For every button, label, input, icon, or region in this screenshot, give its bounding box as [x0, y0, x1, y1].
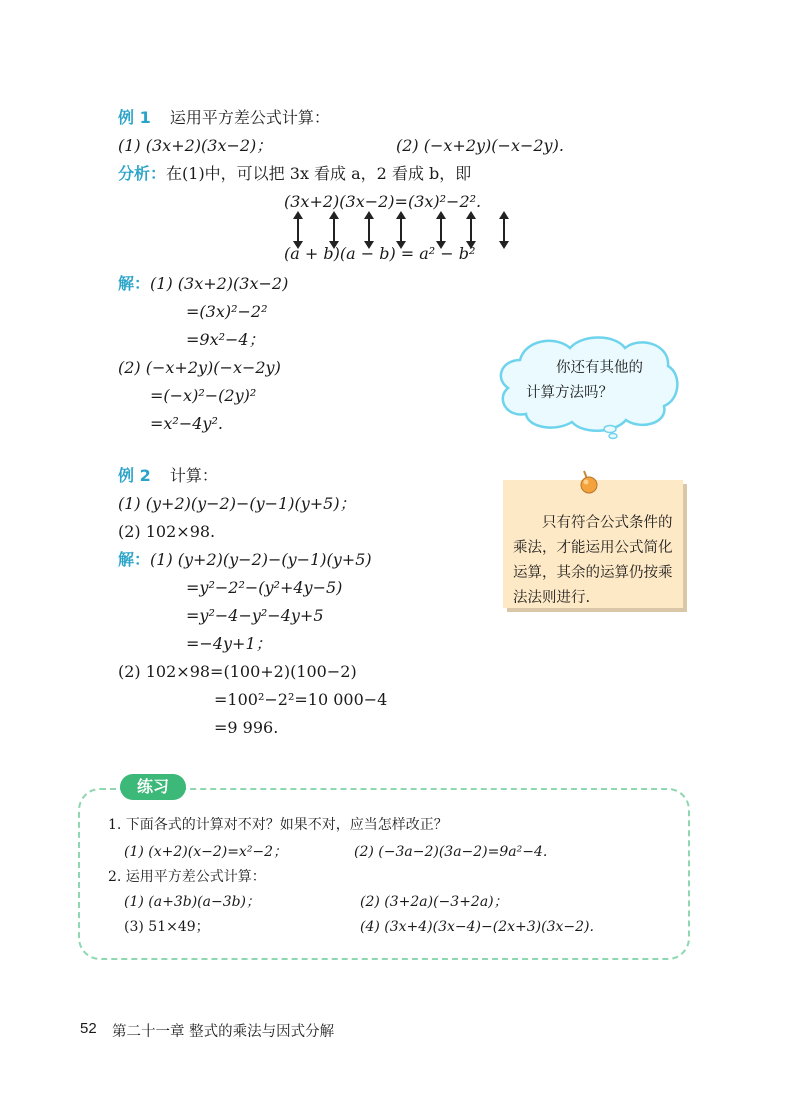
formula-bottom: (a + b)(a − b) = a² − b² — [284, 244, 476, 263]
example1-solution-1 — [118, 274, 288, 294]
solution-label: 解： — [118, 550, 151, 569]
double-arrow-icon — [333, 213, 335, 247]
example1-label: 例 1 — [118, 108, 151, 127]
practice-q2a: (1) (a+3b)(a−3b)； — [124, 894, 261, 910]
cloud-line-2: 计算方法吗？ — [526, 385, 613, 401]
chapter-title: 第二十一章 整式的乘法与因式分解 — [112, 1024, 335, 1040]
example2-title: 计算： — [169, 466, 218, 485]
solution-line: (1) (3x+2)(3x−2) — [150, 274, 289, 293]
example2-label: 例 2 — [118, 466, 151, 485]
double-arrow-icon — [470, 213, 472, 247]
double-arrow-icon — [440, 213, 442, 247]
solution-line: =y²−2²−(y²+4y−5) — [186, 578, 343, 597]
practice-q2: 2. 运用平方差公式计算： — [108, 869, 266, 885]
solution-line: =100²−2²=10 000−4 — [214, 690, 388, 709]
solution-line: =y²−4−y²−4y+5 — [186, 606, 324, 625]
analysis-text: 在(1)中，可以把 3x 看成 a，2 看成 b，即 — [166, 164, 472, 183]
example1-q2: (2) (−x+2y)(−x−2y). — [396, 136, 564, 155]
solution-line: =x²−4y². — [150, 414, 223, 433]
solution-line: =9x²−4； — [186, 330, 265, 349]
tip-note-text: 只有符合公式条件的乘法，才能运用公式简化运算，其余的运算仍按乘法法则进行. — [513, 515, 673, 606]
solution-line: =−4y+1； — [186, 634, 272, 653]
solution-line: (1) (y+2)(y−2)−(y−1)(y+5) — [150, 550, 372, 569]
example1-title: 运用平方差公式计算： — [169, 108, 330, 127]
pushpin-icon — [572, 467, 602, 497]
double-arrow-icon — [400, 213, 402, 247]
formula-top: (3x+2)(3x−2)=(3x)²−2². — [284, 192, 482, 211]
solution-line: (2) 102×98=(100+2)(100−2) — [118, 662, 357, 681]
example1-heading — [118, 108, 330, 128]
double-arrow-icon — [297, 213, 299, 247]
practice-tab: 练习 — [120, 774, 186, 800]
example2-heading — [118, 466, 218, 486]
example1-q1: (1) (3x+2)(3x−2)； — [118, 136, 273, 155]
solution-line: (2) (−x+2y)(−x−2y) — [118, 358, 281, 377]
page-number: 52 — [80, 1020, 97, 1037]
cloud-line-1: 你还有其他的 — [556, 360, 643, 376]
example1-analysis — [118, 164, 471, 184]
example2-q2: (2) 102×98. — [118, 522, 216, 541]
practice-q2c: (3) 51×49； — [124, 919, 210, 935]
practice-q1a: (1) (x+2)(x−2)=x²−2； — [124, 844, 288, 860]
example2-solution-1 — [118, 550, 372, 570]
double-arrow-icon — [503, 213, 505, 247]
example2-q1: (1) (y+2)(y−2)−(y−1)(y+5)； — [118, 494, 356, 513]
double-arrow-icon — [368, 213, 370, 247]
practice-q1: 1. 下面各式的计算对不对？如果不对，应当怎样改正？ — [108, 817, 448, 833]
practice-q1b: (2) (−3a−2)(3a−2)=9a²−4. — [354, 844, 548, 860]
practice-q2d: (4) (3x+4)(3x−4)−(2x+3)(3x−2). — [360, 919, 594, 935]
solution-line: =9 996. — [214, 718, 279, 737]
solution-line: =(−x)²−(2y)² — [150, 386, 257, 405]
solution-line: =(3x)²−2² — [186, 302, 268, 321]
analysis-label: 分析： — [118, 164, 167, 183]
practice-q2b: (2) (3+2a)(−3+2a)； — [360, 894, 508, 910]
solution-label: 解： — [118, 274, 151, 293]
